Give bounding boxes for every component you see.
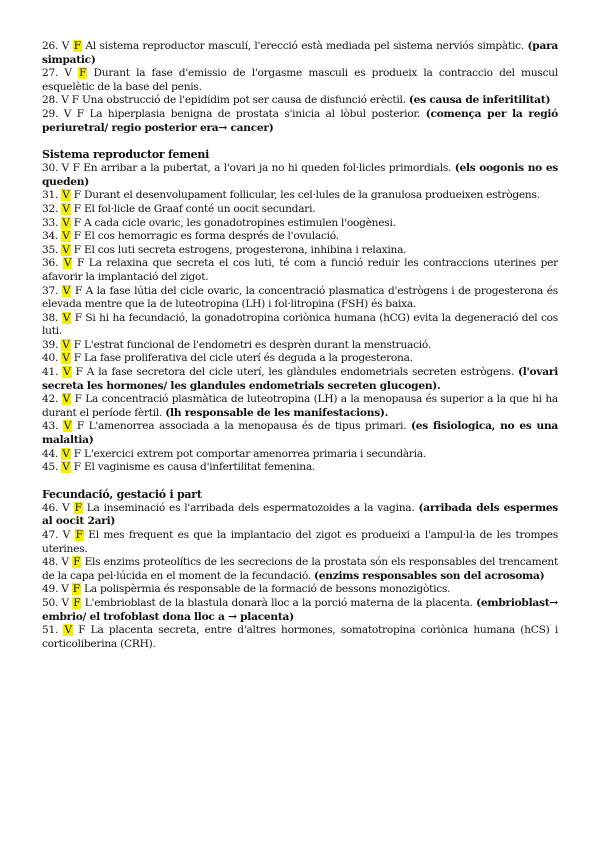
question-item [42, 529, 558, 556]
answer-note: (para simpatic) [42, 40, 559, 66]
false-option: F [74, 311, 82, 324]
question-number: 34. [42, 230, 59, 243]
true-option: V [61, 596, 69, 609]
true-option: V [61, 162, 70, 175]
false-option: F [73, 189, 81, 202]
false-option: F [75, 529, 83, 541]
question-number: 44. [42, 447, 59, 460]
false-option: F [73, 596, 81, 609]
question-number: 43. [42, 420, 59, 433]
false-option: F [71, 94, 79, 107]
false-option: F [73, 243, 81, 256]
question-text: La placenta secreta, entre d'altres hormones, somatotropina coriònica humana (hCS) i corticoliberina (CRH). [42, 624, 558, 650]
false-option: F [74, 284, 82, 297]
question-item [42, 366, 558, 393]
question-item [42, 189, 558, 203]
question-text: L'embrioblast de la blastula donarà lloc a la porció materna de la placenta. [84, 596, 473, 609]
question-item [42, 624, 558, 651]
true-option: V [62, 447, 70, 460]
question-number: 40. [42, 352, 59, 365]
question-item [42, 94, 558, 108]
true-option: V [61, 556, 69, 569]
true-option: V [62, 393, 71, 406]
true-option: V [62, 230, 70, 243]
true-option: V [63, 107, 72, 120]
question-text: A cada cicle ovaric, les gonadotropines estimulen l'oogènesi. [84, 216, 396, 229]
false-option: F [73, 338, 81, 351]
question-item [42, 556, 558, 583]
question-text: El vaginisme es causa d'infertilitat femenina. [84, 461, 316, 474]
question-text: El cos hemorragic es forma després de l'ovulació. [84, 230, 339, 243]
question-item [42, 217, 558, 231]
answer-note: (enzims responsables son del acrosoma) [314, 569, 545, 582]
question-text: Una obstrucció de l'epidídim pot ser causa de disfunció erèctil. [82, 94, 406, 107]
question-number: 38. [42, 311, 59, 324]
question-item [42, 257, 558, 284]
question-number: 37. [42, 284, 59, 297]
question-number: 27. [42, 67, 59, 80]
true-option: V [61, 94, 69, 107]
true-option: V [62, 284, 71, 297]
question-item [42, 244, 558, 258]
question-item [42, 339, 558, 353]
question-text: La relaxina que secreta el cos luti, té com a funció reduir les contraccions uterines per afavorir la implantació del zigot. [42, 257, 558, 283]
question-number: 36. [42, 257, 59, 270]
false-option: F [73, 461, 81, 474]
question-number: 51. [42, 624, 59, 637]
false-option: F [78, 624, 86, 637]
true-option: V [61, 583, 69, 596]
false-option: F [73, 556, 81, 569]
false-option: F [73, 216, 81, 229]
true-option: V [64, 624, 72, 637]
answer-note: (es fisiologica, no es una malaltia) [42, 420, 559, 447]
true-option: V [63, 366, 71, 379]
question-item [42, 230, 558, 244]
question-text: La polispèrmia és responsable de la formació de bessons monozigòtics. [84, 583, 451, 596]
true-option: V [62, 202, 70, 215]
true-option: V [62, 352, 70, 365]
question-text: El fol·licle de Graaf conté un oocit secundari. [84, 202, 316, 215]
question-number: 29. [42, 107, 59, 120]
true-option: V [64, 67, 72, 80]
question-text: Si hi ha fecundació, la gonadotropina coriònica humana (hCG) evita la degeneració del cos luti. [42, 311, 558, 338]
question-text: Durant la fase d'emissio de l'orgasme masculi es produeix la contraccio del muscul esquelètic de la base del penis. [42, 67, 559, 93]
question-number: 33. [42, 216, 59, 229]
section-gap [42, 135, 558, 148]
question-text: L'estrat funcional de l'endometri es desprèn durant la menstruació. [84, 338, 431, 351]
question-item [42, 393, 558, 420]
question-text: L'exercici extrem pot comportar amenorrea primaria i secundària. [84, 447, 427, 460]
true-option: V [62, 216, 70, 229]
false-option: F [73, 230, 81, 243]
question-item [42, 502, 558, 529]
question-number: 28. [42, 94, 59, 107]
true-option: V [63, 420, 72, 433]
question-text: Al sistema reproductor masculí, l'erecció està mediada pel sistema nerviós simpàtic. [85, 40, 524, 52]
question-number: 35. [42, 243, 59, 256]
question-text: A la fase secretora del cicle uterí, les glàndules endometrials secreten estrògens. [86, 366, 514, 379]
question-number: 50. [42, 596, 59, 609]
question-number: 41. [42, 366, 59, 379]
true-option: V [62, 529, 71, 541]
section-gap [42, 475, 558, 488]
true-option: V [62, 461, 70, 474]
question-item [42, 448, 558, 462]
question-text: La inseminació es l'arribada dels espermatozoides a la vagina. [86, 501, 415, 514]
question-text: La hiperplasia benigna de prostata s'inicia al lòbul posterior. [89, 107, 421, 120]
question-text: A la fase lútia del cicle ovaric, la concentració plasmatica d'estrògens i de progesterona és elevada mentre que la de luteotropina (LH) i fol·litropina (FSH) és baixa. [42, 284, 558, 311]
true-option: V [62, 501, 70, 514]
question-number: 45. [42, 461, 59, 474]
false-option: F [76, 420, 84, 433]
question-item [42, 285, 558, 312]
true-option: V [62, 338, 70, 351]
true-option: V [62, 189, 70, 202]
false-option: F [74, 393, 82, 406]
true-option: V [61, 40, 70, 52]
question-number: 26. [42, 40, 59, 52]
false-option: F [72, 583, 80, 596]
question-item [42, 461, 558, 475]
false-option: F [73, 40, 81, 52]
question-text: El cos luti secreta estrogens, progesterona, inhibina i relaxina. [84, 243, 407, 256]
answer-note: (comença per la regió periuretral/ regio posterior era→ cancer) [42, 107, 558, 134]
answer-note: (embrioblast→ embrio/ el trofoblast dona lloc a → placenta) [42, 596, 558, 623]
question-item [42, 312, 558, 339]
false-option: F [72, 162, 80, 175]
answer-note: (l'ovari secreta les hormones/ les glandules endometrials secreten glucogen). [42, 366, 558, 392]
question-item [42, 162, 558, 189]
question-text: Durant el desenvolupament follicular, les cel·lules de la granulosa produeixen estrògens. [84, 189, 540, 202]
question-text: El mes frequent es que la implantacio del zigot es produeixi a l'ampul·la de les trompes uterines. [42, 529, 558, 555]
question-number: 32. [42, 202, 59, 215]
false-option: F [75, 366, 83, 379]
question-item [42, 108, 558, 135]
question-number: 49. [42, 583, 59, 596]
true-option: V [62, 243, 70, 256]
false-option: F [73, 352, 81, 365]
false-option: F [73, 202, 81, 215]
answer-note: (els oogonis no es queden) [42, 162, 559, 188]
question-number: 48. [42, 556, 59, 569]
question-number: 42. [42, 393, 59, 406]
question-text: En arribar a la pubertat, a l'ovari ja no hi queden fol·licles primordials. [83, 162, 452, 175]
question-text: L'amenorrea associada a la menopausa és de tipus primari. [88, 420, 407, 433]
question-number: 39. [42, 338, 59, 351]
question-item [42, 203, 558, 217]
question-item [42, 40, 558, 67]
answer-note: (arribada dels espermes al oocit 2ari) [42, 501, 559, 528]
question-item [42, 583, 558, 597]
question-item [42, 67, 558, 94]
question-item [42, 420, 558, 447]
question-number: 46. [42, 501, 59, 514]
false-option: F [76, 257, 85, 270]
question-text: La concentració plasmàtica de luteotropina (LH) a la menopausa és superior a la que hi ha durant el període fèrtil. [42, 393, 558, 419]
false-option: F [73, 447, 81, 460]
true-option: V [62, 311, 71, 324]
question-number: 31. [42, 189, 59, 202]
false-option: F [76, 107, 84, 120]
true-option: V [63, 257, 72, 270]
question-text: La fase proliferativa del cicle uterí és deguda a la progesterona. [84, 352, 413, 365]
question-item [42, 352, 558, 366]
question-number: 47. [42, 529, 59, 541]
false-option: F [79, 67, 87, 80]
question-text: Els enzims proteolítics de les secrecions de la prostata són els responsables del trencament de la capa pel·lúcida en el moment de la fecundació. [42, 556, 559, 582]
false-option: F [74, 501, 82, 514]
section-heading: Sistema reproductor femeni [42, 148, 210, 162]
answer-note: (es causa de inferitilitat) [408, 94, 551, 107]
question-number: 30. [42, 162, 59, 175]
answer-note: (lh responsable de les manifestacions). [165, 406, 389, 419]
question-item [42, 597, 558, 624]
section-heading: Fecundació, gestació i part [42, 487, 202, 501]
